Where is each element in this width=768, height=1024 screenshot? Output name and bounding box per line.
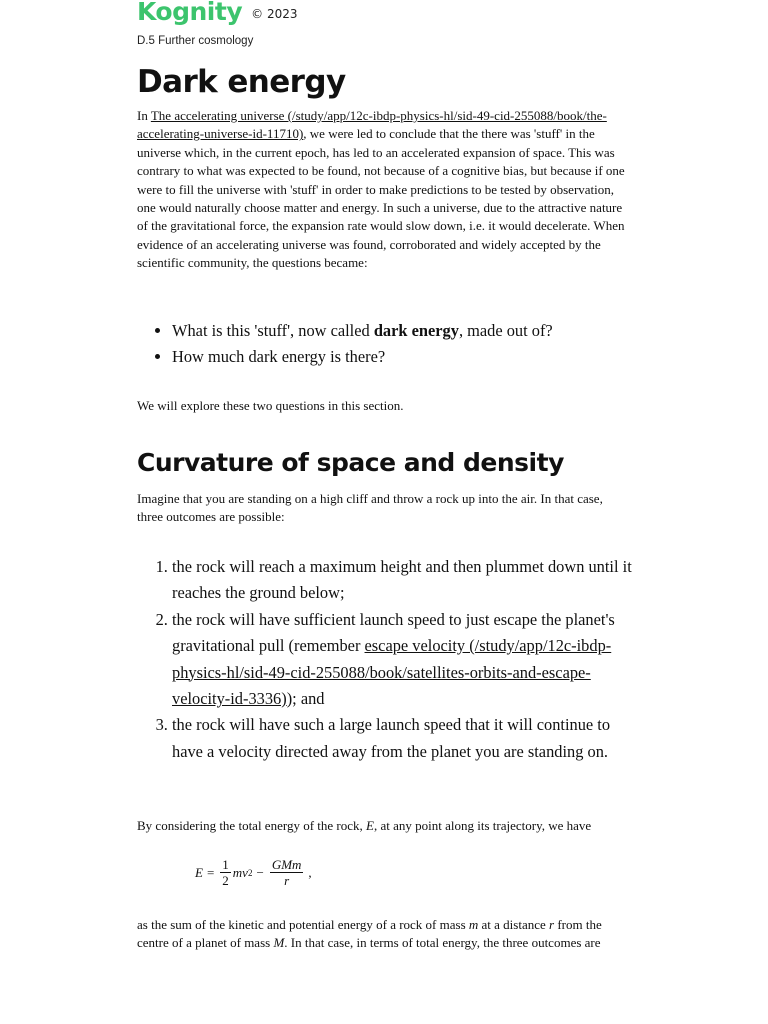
accelerating-universe-link[interactable]: The accelerating universe (/study/app/12c-ibdp-physics-hl/sid-49-cid-255088/book/the-accelerating-universe-id-11710) [137, 108, 607, 142]
breadcrumb: D.5 Further cosmology [137, 35, 254, 47]
copyright-text: © 2023 [251, 7, 298, 21]
cliff-intro-paragraph: Imagine that you are standing on a high cliff and throw a rock up into the air. In that case, three outcomes are possible: [137, 491, 603, 525]
list-item: 2. the rock will have sufficient launch speed to just escape the planet's gravitational pull (remember escape velocity (/study/app/12c-ibdp-physics-hl/sid-49-cid-255088/book/satellites-orbits-and-escape-velocity-id-3336)); and [172, 607, 632, 713]
page-title: Dark energy [137, 64, 346, 100]
energy-explanation-paragraph: as the sum of the kinetic and potential energy of a rock of mass m at a distance r from the centre of a planet of mass M. In that case, in terms of total energy, the three outcomes are [137, 917, 602, 951]
list-item: 1. the rock will reach a maximum height and then plummet down until it reaches the ground below; [172, 554, 632, 607]
escape-velocity-link[interactable]: escape velocity (/study/app/12c-ibdp-physics-hl/sid-49-cid-255088/book/satellites-orbits-and-escape-velocity-id-3336) [172, 636, 612, 709]
brand-header [137, 0, 297, 26]
energy-equation: E = $\frac{1}{2}$ mv 2 − $\frac{\text{GMm}}{r}$ , [195, 857, 312, 888]
outcomes-list [137, 554, 632, 765]
intro-paragraph: In The accelerating universe (/study/app/12c-ibdp-physics-hl/sid-49-cid-255088/book/the-accelerating-universe-id-11710), we were led to conclude that the there was 'stuff' in the universe which, in the current epoch, has led to an accelerated expansion of space. This was contrary to what was expected to be found, not because of a cognitive bias, but because if one were to fill the universe with 'stuff' in order to make predictions to be tested by observation, one would naturally choose matter and energy. In such a universe, due to the attractive nature of the gravitational force, the expansion rate would slow down, i.e. it would decelerate. When evidence of an accelerating universe was found, corroborated and widely accepted by the scientific community, the questions became: [137, 108, 625, 271]
fraction-gmm-over-r: $\frac{\text{GMm}}{r}$ [271, 857, 302, 888]
section-heading: Curvature of space and density [137, 448, 564, 477]
closing-paragraph: We will explore these two questions in this section. [137, 398, 404, 413]
kognity-logo[interactable]: Kognity [137, 0, 243, 26]
list-item: • How much dark energy is there? [172, 344, 632, 370]
energy-intro-paragraph: By considering the total energy of the rock, E, at any point along its trajectory, we have [137, 818, 592, 833]
list-item: 3. the rock will have such a large launch speed that it will continue to have a velocity directed away from the planet you are standing on. [172, 712, 632, 765]
fraction-half: $\frac{1}{2}$ [222, 857, 229, 888]
questions-list [137, 318, 632, 371]
list-item: • What is this 'stuff', now called dark energy, made out of? [172, 318, 632, 344]
